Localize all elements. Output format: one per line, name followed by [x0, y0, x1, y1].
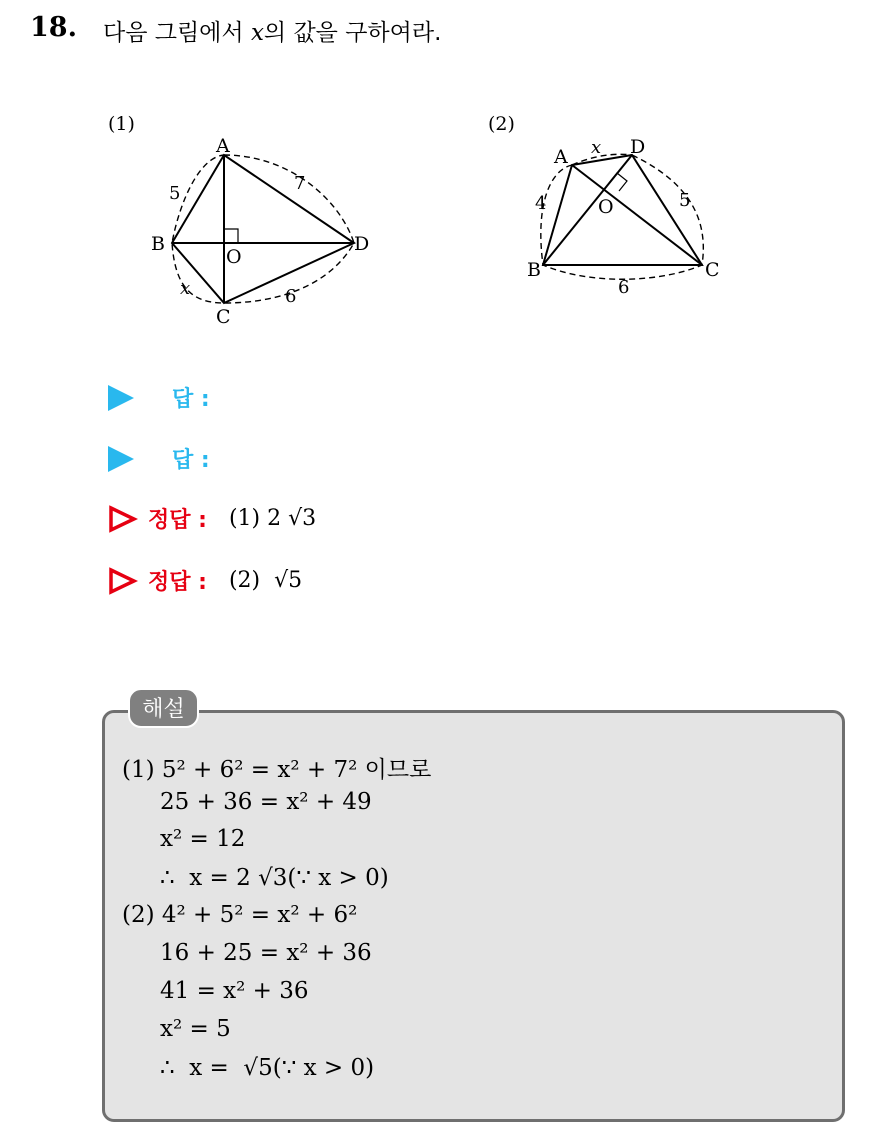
- figure-1-point-d: D: [354, 233, 370, 255]
- question-text-after: 의 값을 구하여라.: [263, 20, 442, 46]
- figure-2-label: (2): [488, 113, 515, 135]
- question-text-before: 다음 그림에서: [103, 20, 251, 46]
- correct-answer-value: (1) 2 √3: [228, 506, 317, 531]
- figure-1-point-o: O: [226, 246, 242, 268]
- figure-1-right-angle: [224, 229, 238, 243]
- figure-1-length-bc: x: [180, 278, 191, 299]
- solution-line: x² = 5: [160, 1016, 231, 1042]
- figure-1: [100, 105, 400, 339]
- figure-1-quad: [172, 155, 354, 303]
- solution-line: (2) 4² + 5² = x² + 6²: [122, 902, 358, 928]
- question-text: [103, 14, 441, 47]
- correct-answer-row-2: [108, 565, 302, 596]
- figure-2-length-ab: 4: [535, 193, 547, 214]
- answer-label: 답 :: [172, 387, 210, 412]
- figure-1-point-b: B: [151, 233, 165, 255]
- figure-2-length-ad: x: [591, 137, 602, 158]
- figure-2-circle: [541, 155, 703, 279]
- figure-2-point-d: D: [630, 136, 646, 158]
- solution-line: (1) 5² + 6² = x² + 7² 이므로: [122, 757, 432, 783]
- correct-answer-row-1: [108, 503, 316, 534]
- figure-1-length-ab: 5: [169, 183, 181, 204]
- figure-1-length-ad: 7: [294, 173, 306, 194]
- figure-1-point-c: C: [216, 306, 231, 328]
- figure-1-point-a: A: [216, 135, 230, 157]
- figure-1-label: (1): [108, 113, 135, 135]
- figure-2-point-o: O: [598, 196, 614, 218]
- figure-2-diagram: [480, 105, 750, 305]
- figure-2-diagonal-ac: [572, 165, 702, 265]
- question-number: 18.: [30, 12, 77, 43]
- figure-1-circle: [172, 155, 354, 303]
- figure-1-length-cd: 6: [285, 286, 297, 307]
- figure-2-point-c: C: [705, 259, 720, 281]
- figure-2-length-dc: 5: [679, 190, 691, 211]
- outline-arrow-icon: [108, 505, 138, 533]
- play-arrow-icon: [108, 446, 134, 472]
- figure-2-right-angle: [609, 173, 627, 191]
- answer-row-2: [108, 443, 210, 474]
- figure-2-diagonal-bd: [543, 155, 632, 265]
- solution-line: 25 + 36 = x² + 49: [160, 789, 372, 815]
- figure-2-length-bc: 6: [618, 277, 630, 298]
- figure-2-point-a: A: [554, 146, 568, 168]
- figure-2: [480, 105, 750, 309]
- answer-label: 답 :: [172, 448, 210, 473]
- solution-line: 41 = x² + 36: [160, 978, 309, 1004]
- figure-1-diagram: [100, 105, 400, 335]
- outline-arrow-icon: [108, 567, 138, 595]
- solution-line: x² = 12: [160, 826, 246, 852]
- correct-answer-label: 정답 :: [148, 508, 207, 533]
- correct-answer-value: (2) √5: [228, 568, 303, 593]
- figure-2-point-b: B: [527, 259, 541, 281]
- question-variable: x: [250, 20, 264, 46]
- answer-row-1: [108, 382, 210, 413]
- correct-answer-label: 정답 :: [148, 570, 207, 595]
- solution-tab: 해설: [128, 688, 199, 728]
- solution-line: ∴ x = 2 √3(∵ x > 0): [160, 865, 389, 891]
- solution-line: 16 + 25 = x² + 36: [160, 940, 372, 966]
- play-arrow-icon: [108, 385, 134, 411]
- solution-line: ∴ x = √5(∵ x > 0): [160, 1055, 375, 1081]
